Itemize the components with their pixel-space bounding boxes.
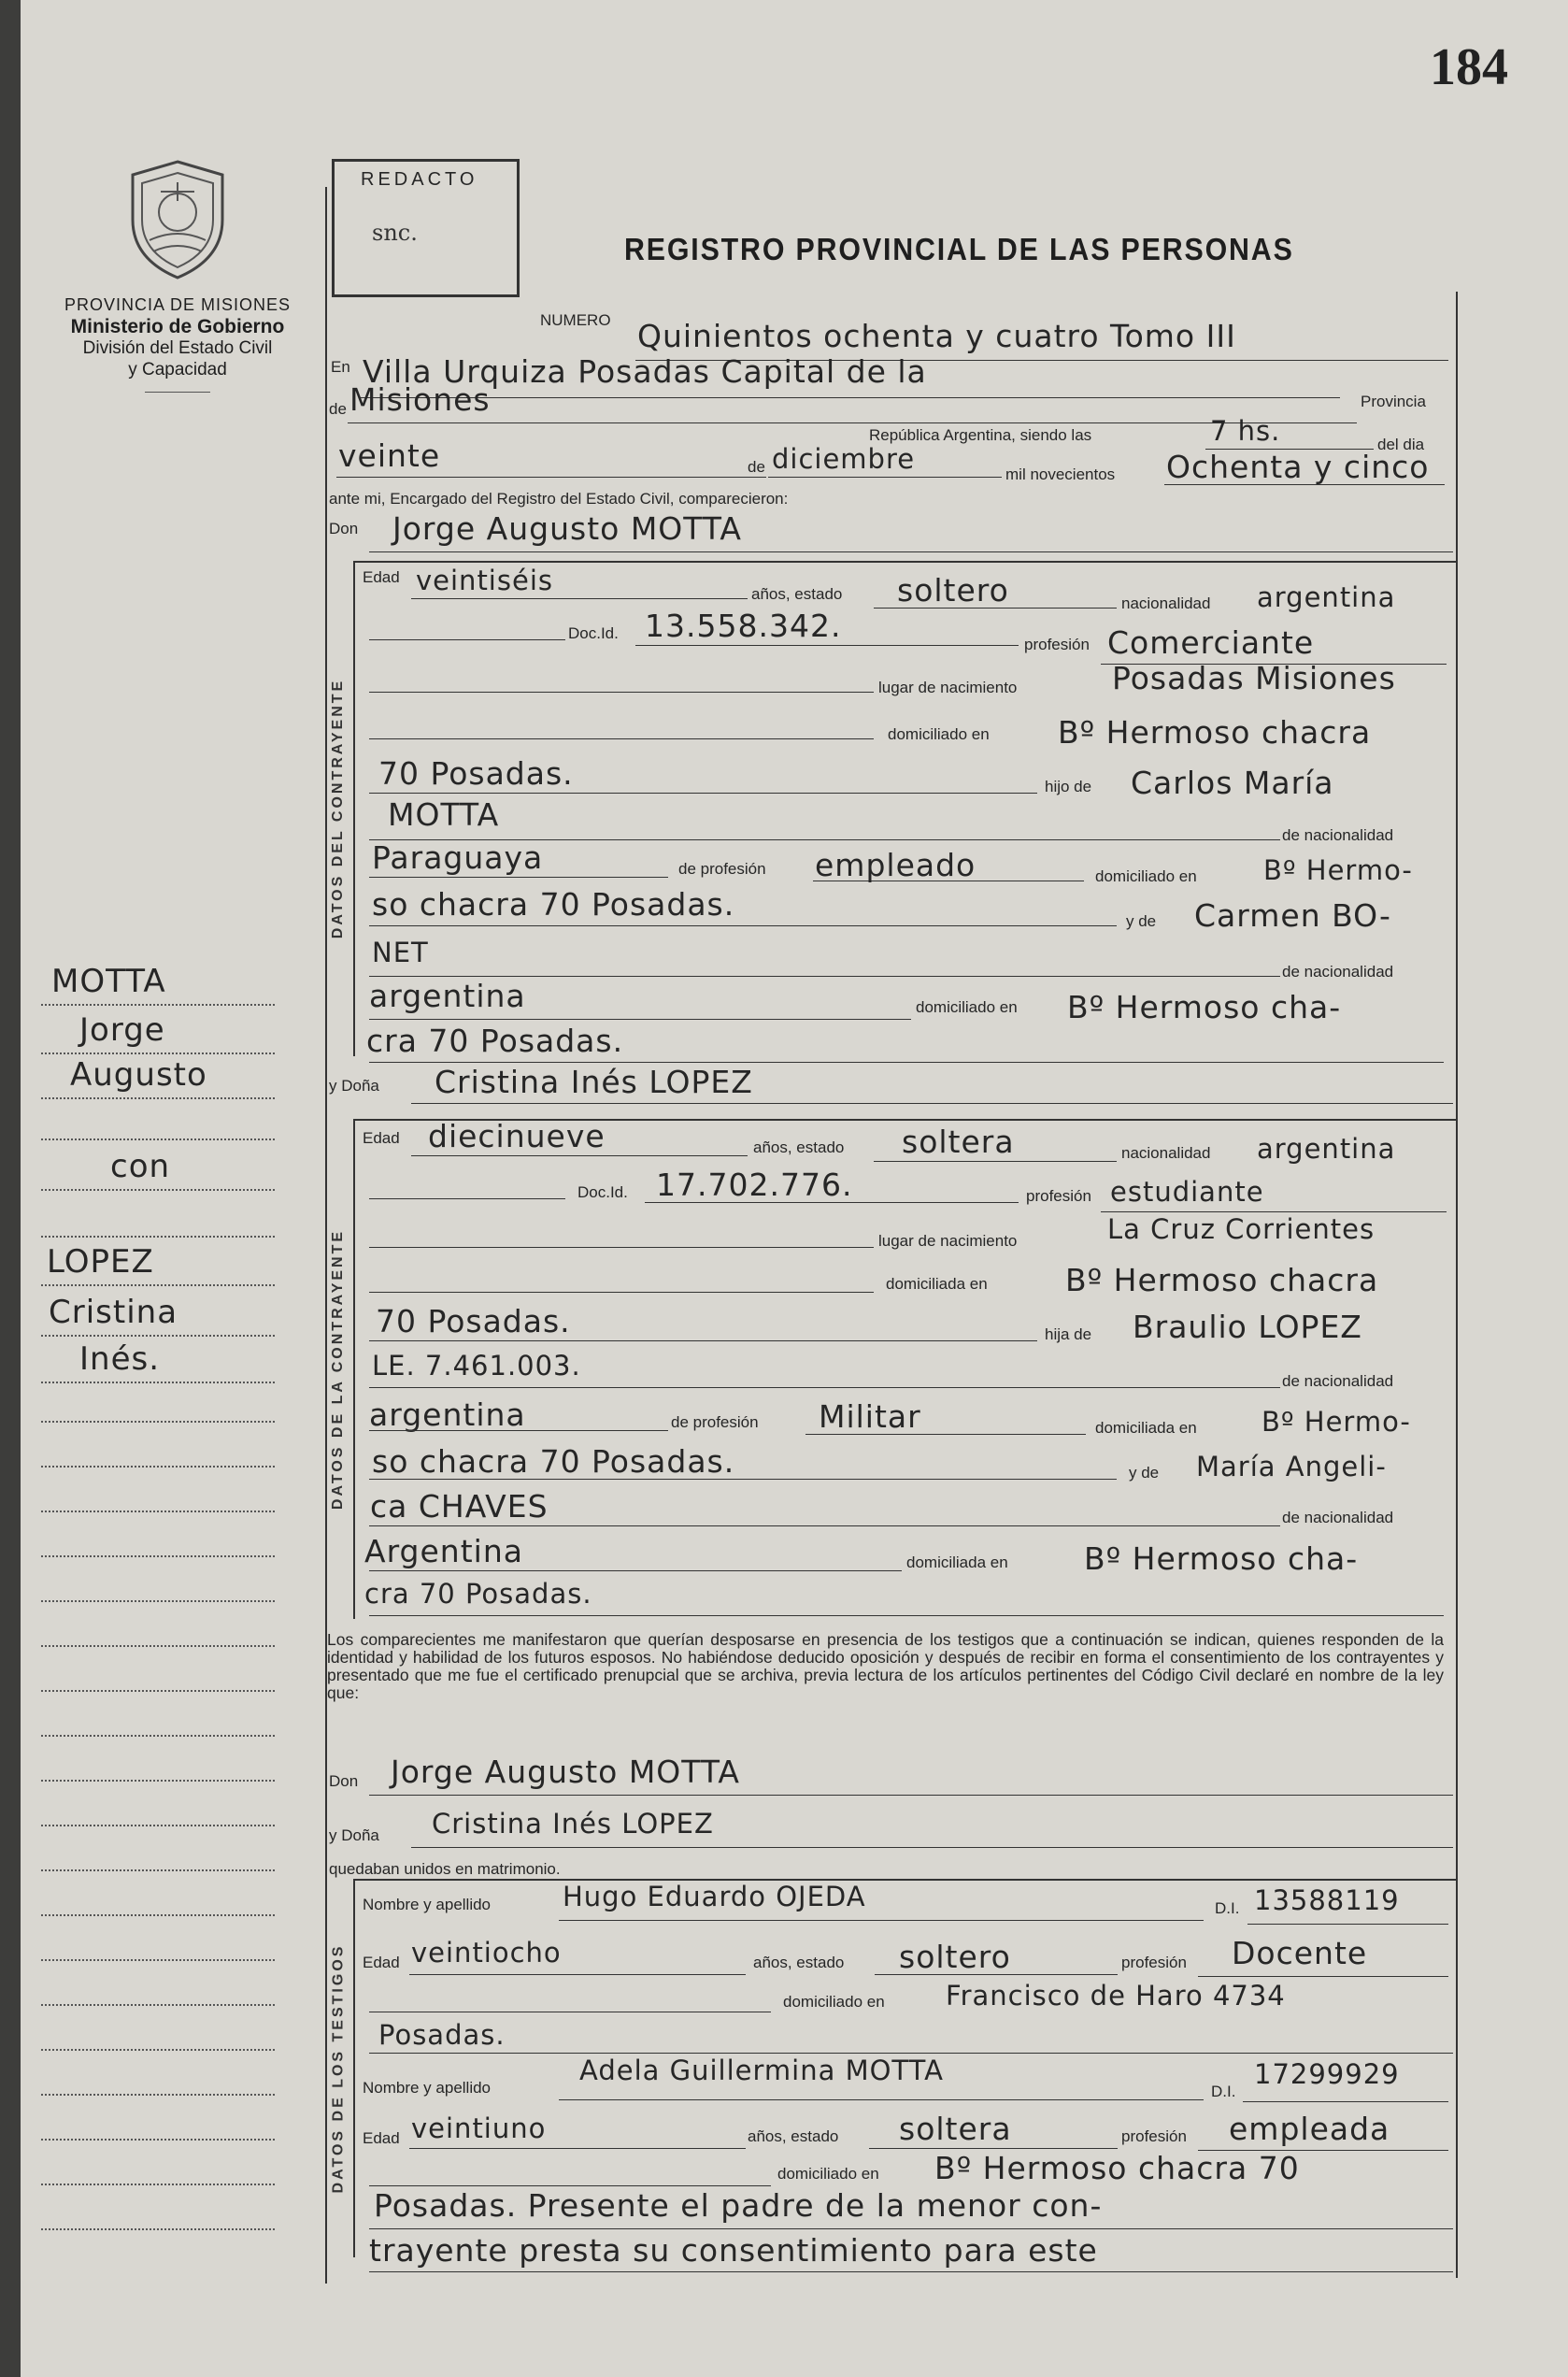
page-edge-shadow bbox=[0, 0, 21, 2377]
bride-madre-cont-underline bbox=[369, 1525, 1280, 1526]
bride-padre-nac-underline bbox=[369, 1430, 668, 1431]
groom-madre-nac-underline bbox=[369, 1019, 911, 1020]
w1-dom-label: domiciliado en bbox=[783, 1993, 885, 2011]
groom-dom-label: domiciliado en bbox=[888, 725, 990, 743]
groom-padre-nac: Paraguaya bbox=[372, 839, 544, 876]
bride-nacionalidad: argentina bbox=[1257, 1133, 1396, 1165]
groom-madre-dom: Bº Hermoso cha- bbox=[1067, 989, 1342, 1025]
bride-anios-label: años, estado bbox=[753, 1138, 845, 1156]
groom-padre-dom-cont: so chacra 70 Posadas. bbox=[372, 886, 735, 923]
hora-value: 7 hs. bbox=[1210, 415, 1281, 447]
union-don-value: Jorge Augusto MOTTA bbox=[391, 1754, 741, 1790]
groom-dom-cont-underline bbox=[369, 793, 1037, 794]
groom-domicilio-cont: 70 Posadas. bbox=[378, 755, 574, 792]
en-underline bbox=[359, 397, 1340, 398]
union-closing: quedaban unidos en matrimonio. bbox=[329, 1860, 561, 1878]
bride-edad: diecinueve bbox=[428, 1118, 606, 1154]
w1-estado: soltero bbox=[899, 1939, 1011, 1975]
anio-value: Ochenta y cinco bbox=[1166, 449, 1430, 485]
bride-padre-dom: Bº Hermo- bbox=[1262, 1406, 1411, 1438]
w2-di-underline bbox=[1243, 2101, 1448, 2102]
w1-nombre: Hugo Eduardo OJEDA bbox=[563, 1881, 866, 1912]
union-dona-label: y Doña bbox=[329, 1826, 379, 1844]
groom-madre-dom-cont: cra 70 Posadas. bbox=[366, 1023, 624, 1059]
groom-madre: Carmen BO- bbox=[1194, 897, 1391, 934]
w2-anios-label: años, estado bbox=[748, 2127, 839, 2145]
w2-domicilio: Bº Hermoso chacra 70 bbox=[934, 2150, 1300, 2186]
authority-divider bbox=[145, 392, 210, 393]
margin-rule bbox=[41, 1466, 275, 1468]
margin-rule bbox=[41, 1600, 275, 1602]
issuing-authority bbox=[37, 294, 318, 393]
margin-rule bbox=[41, 1825, 275, 1826]
mes-underline bbox=[768, 477, 1002, 478]
w2-edad: veintiuno bbox=[411, 2112, 547, 2144]
right-rule bbox=[1456, 292, 1458, 2278]
groom-estado: soltero bbox=[897, 572, 1009, 609]
en-value: Villa Urquiza Posadas Capital de la bbox=[363, 353, 927, 390]
bride-padre-cont: LE. 7.461.003. bbox=[372, 1350, 581, 1382]
margin-rule bbox=[41, 1645, 275, 1647]
bride-hija-label: hija de bbox=[1045, 1325, 1092, 1343]
groom-nac-label2: de nacionalidad bbox=[1282, 826, 1394, 844]
groom-doc: 13.558.342. bbox=[645, 608, 842, 644]
bride-intro-label: y Doña bbox=[329, 1077, 379, 1095]
bride-padre-dom-label: domiciliada en bbox=[1095, 1419, 1197, 1437]
bride-madre-nac: Argentina bbox=[364, 1533, 523, 1569]
bride-padre-prof: Militar bbox=[819, 1398, 921, 1435]
margin-name2: Augusto bbox=[70, 1056, 207, 1094]
bride-intro-value: Cristina Inés LOPEZ bbox=[435, 1064, 753, 1100]
bride-doc: 17.702.776. bbox=[656, 1167, 853, 1203]
de-value: Misiones bbox=[349, 381, 491, 418]
bride-edad-label: Edad bbox=[363, 1129, 400, 1147]
margin-rule bbox=[41, 2228, 275, 2230]
margin-con: con bbox=[110, 1148, 171, 1185]
authority-capacity: y Capacidad bbox=[128, 360, 227, 379]
bride-nac-label: nacionalidad bbox=[1121, 1144, 1211, 1162]
w2-estado: soltera bbox=[899, 2111, 1012, 2147]
bride-prof-underline bbox=[1101, 1211, 1447, 1212]
margin-rule bbox=[41, 2049, 275, 2051]
bride-lugar: La Cruz Corrientes bbox=[1107, 1213, 1376, 1245]
don-label: Don bbox=[329, 520, 359, 537]
groom-nacionalidad: argentina bbox=[1257, 581, 1396, 613]
don-underline bbox=[369, 551, 1453, 552]
bride-madre-nac-underline bbox=[369, 1570, 902, 1571]
margin-name1: Jorge bbox=[79, 1011, 165, 1049]
bride-domicilio: Bº Hermoso chacra bbox=[1065, 1262, 1379, 1298]
groom-doc-label: Doc.Id. bbox=[568, 624, 619, 642]
authority-ministry: Ministerio de Gobierno bbox=[70, 316, 285, 337]
groom-lugar: Posadas Misiones bbox=[1112, 660, 1396, 696]
document-title: REGISTRO PROVINCIAL DE LAS PERSONAS bbox=[624, 232, 1294, 266]
bride-estado: soltera bbox=[902, 1124, 1015, 1160]
bride-y-de-label: y de bbox=[1129, 1464, 1160, 1482]
union-don-label: Don bbox=[329, 1772, 359, 1790]
margin-rule bbox=[41, 1382, 275, 1383]
margin-rule bbox=[41, 1735, 275, 1737]
bride-profesion: estudiante bbox=[1110, 1176, 1264, 1208]
groom-doc-underline bbox=[635, 645, 1019, 646]
mil-label: mil novecientos bbox=[1005, 465, 1116, 483]
witness-closing-line: trayente presta su consentimiento para este bbox=[369, 2232, 1098, 2269]
dia-underline bbox=[336, 477, 766, 478]
groom-prof-label: profesión bbox=[1024, 636, 1090, 653]
w2-dom-pre bbox=[369, 2185, 771, 2186]
w1-prof-label: profesión bbox=[1121, 1954, 1187, 1971]
groom-padre-dom-cont-underline bbox=[369, 925, 1117, 926]
margin-rule bbox=[41, 2004, 275, 2006]
ante-text: ante mi, Encargado del Registro del Estado Civil, comparecieron: bbox=[329, 490, 789, 508]
w2-dom-label: domiciliado en bbox=[777, 2165, 879, 2183]
groom-padre-cont: MOTTA bbox=[388, 796, 500, 833]
margin-rule bbox=[41, 1097, 275, 1099]
provincial-crest-icon bbox=[121, 154, 234, 285]
bride-padre: Braulio LOPEZ bbox=[1133, 1309, 1362, 1345]
margin-rule bbox=[41, 2184, 275, 2185]
bride-dom-pre bbox=[369, 1292, 874, 1293]
margin-rule bbox=[41, 1690, 275, 1692]
bride-madre-dom: Bº Hermoso cha- bbox=[1084, 1540, 1359, 1577]
w1-di-label: D.I. bbox=[1215, 1899, 1240, 1917]
margin-rule bbox=[41, 1052, 275, 1054]
numero-value: Quinientos ochenta y cuatro Tomo III bbox=[637, 318, 1236, 354]
margin-rule bbox=[41, 1511, 275, 1512]
bride-nac-label2: de nacionalidad bbox=[1282, 1372, 1394, 1390]
groom-madre-cont-underline bbox=[369, 976, 1280, 977]
w2-profesion: empleada bbox=[1229, 2111, 1390, 2147]
margin-rule bbox=[41, 1138, 275, 1140]
w2-estado-underline bbox=[869, 2148, 1118, 2149]
groom-nac-label: nacionalidad bbox=[1121, 594, 1211, 612]
w1-prof-underline bbox=[1198, 1976, 1448, 1977]
bride-edad-underline bbox=[411, 1155, 748, 1156]
w1-di: 13588119 bbox=[1254, 1884, 1400, 1916]
witness-section-label: DATOS DE LOS TESTIGOS bbox=[330, 1943, 346, 2193]
union-dona-underline bbox=[411, 1847, 1453, 1848]
w1-domicilio-cont: Posadas. bbox=[378, 2019, 506, 2051]
bride-section-label: DATOS DE LA CONTRAYENTE bbox=[330, 1228, 347, 1510]
w1-nombre-underline bbox=[559, 1920, 1204, 1921]
groom-profesion: Comerciante bbox=[1107, 624, 1315, 661]
w2-edad-underline bbox=[409, 2148, 746, 2149]
bride-lugar-pre bbox=[369, 1247, 874, 1248]
w1-domicilio: Francisco de Haro 4734 bbox=[946, 1980, 1286, 2012]
margin-surname: MOTTA bbox=[51, 963, 166, 1000]
w2-prof-label: profesión bbox=[1121, 2127, 1187, 2145]
groom-madre-dom-label: domiciliado en bbox=[916, 998, 1018, 1016]
groom-lugar-label: lugar de nacimiento bbox=[878, 679, 1018, 696]
margin-rule bbox=[41, 1335, 275, 1337]
groom-section-label: DATOS DEL CONTRAYENTE bbox=[330, 678, 346, 939]
mes-value: diciembre bbox=[772, 443, 916, 475]
groom-madre-nac-label: de nacionalidad bbox=[1282, 963, 1394, 981]
redacto-label: REDACTO bbox=[361, 169, 478, 190]
w1-dom-cont-underline bbox=[369, 2053, 1453, 2054]
margin-rule bbox=[41, 1004, 275, 1006]
groom-y-de-label: y de bbox=[1126, 912, 1157, 930]
bride-estado-underline bbox=[874, 1161, 1117, 1162]
bride-madre-cont: ca CHAVES bbox=[370, 1488, 549, 1525]
bride-madre-dom-cont: cra 70 Posadas. bbox=[364, 1578, 592, 1610]
margin-bride-name1: Cristina bbox=[49, 1294, 178, 1331]
w1-edad: veintiocho bbox=[411, 1937, 562, 1969]
bride-madre: María Angeli- bbox=[1196, 1451, 1387, 1482]
redacto-value: snc. bbox=[372, 220, 418, 246]
bride-padre-dom-cont-underline bbox=[369, 1479, 1117, 1480]
republica-label: República Argentina, siendo las bbox=[869, 426, 1092, 444]
numero-label: NUMERO bbox=[540, 311, 611, 329]
bride-doc-pre bbox=[369, 1198, 565, 1199]
groom-edad-label: Edad bbox=[363, 568, 400, 586]
union-don-underline bbox=[369, 1795, 1453, 1796]
w2-nombre: Adela Guillermina MOTTA bbox=[579, 2055, 944, 2086]
union-dona-value: Cristina Inés LOPEZ bbox=[432, 1808, 714, 1840]
del-dia-label: del dia bbox=[1377, 436, 1425, 453]
provincia-label: Provincia bbox=[1361, 393, 1426, 410]
w1-profesion: Docente bbox=[1232, 1935, 1368, 1971]
page-number: 184 bbox=[1430, 38, 1508, 96]
w2-domicilio-cont: Posadas. Presente el padre de la menor con- bbox=[374, 2187, 1103, 2224]
bride-padre-dom-cont: so chacra 70 Posadas. bbox=[372, 1443, 735, 1480]
w1-anios-label: años, estado bbox=[753, 1954, 845, 1971]
bride-madre-dom-label: domiciliada en bbox=[906, 1554, 1008, 1571]
groom-edad-underline bbox=[411, 598, 748, 599]
groom-padre-dom: Bº Hermo- bbox=[1263, 854, 1413, 886]
margin-rule bbox=[41, 1780, 275, 1782]
bride-padre-nac: argentina bbox=[369, 1396, 526, 1433]
w1-edad-label: Edad bbox=[363, 1954, 400, 1971]
witness-box-top bbox=[353, 1879, 1456, 1881]
margin-rule bbox=[41, 2139, 275, 2141]
w2-dom-cont-underline bbox=[369, 2228, 1453, 2229]
margin-rule bbox=[41, 1421, 275, 1423]
bride-prof-label: profesión bbox=[1026, 1187, 1091, 1205]
bride-madre-nac-label: de nacionalidad bbox=[1282, 1509, 1394, 1526]
w2-nombre-underline bbox=[559, 2099, 1204, 2100]
groom-hijo-label: hijo de bbox=[1045, 778, 1092, 795]
groom-dom-pre bbox=[369, 738, 874, 739]
groom-anios-label: años, estado bbox=[751, 585, 843, 603]
groom-domicilio: Bº Hermoso chacra bbox=[1058, 714, 1372, 751]
groom-padre-nac-underline bbox=[369, 877, 668, 878]
margin-rule bbox=[41, 1236, 275, 1238]
groom-madre-cont: NET bbox=[372, 937, 429, 968]
groom-prof-label2: de profesión bbox=[678, 860, 766, 878]
groom-padre-dom-label: domiciliado en bbox=[1095, 867, 1197, 885]
w2-di-label: D.I. bbox=[1211, 2083, 1236, 2100]
bride-lugar-label: lugar de nacimiento bbox=[878, 1232, 1018, 1250]
redacto-box bbox=[332, 159, 520, 297]
margin-bride-surname: LOPEZ bbox=[47, 1243, 154, 1281]
groom-madre-dom-cont-underline bbox=[369, 1062, 1444, 1063]
bride-dom-cont-underline bbox=[369, 1340, 1037, 1341]
groom-doc-pre bbox=[369, 639, 565, 640]
margin-rule bbox=[41, 1914, 275, 1916]
authority-division: División del Estado Civil bbox=[82, 338, 273, 358]
w1-edad-underline bbox=[409, 1974, 746, 1975]
groom-edad: veintiséis bbox=[416, 565, 553, 596]
en-label: En bbox=[331, 358, 350, 376]
bride-dom-label: domiciliada en bbox=[886, 1275, 988, 1293]
w2-di: 17299929 bbox=[1254, 2058, 1400, 2090]
w1-nombre-label: Nombre y apellido bbox=[363, 1896, 492, 1913]
de-mes-label: de bbox=[748, 458, 765, 476]
margin-rule bbox=[41, 1555, 275, 1557]
de-label: de bbox=[329, 400, 347, 418]
bride-padre-cont-underline bbox=[369, 1387, 1280, 1388]
w2-edad-label: Edad bbox=[363, 2129, 400, 2147]
witness-closing-underline bbox=[369, 2271, 1453, 2272]
groom-madre-nac: argentina bbox=[369, 978, 526, 1014]
dia-value: veinte bbox=[338, 437, 441, 474]
margin-bride-name2: Inés. bbox=[79, 1340, 161, 1378]
groom-lugar-pre bbox=[369, 692, 874, 693]
bride-intro-underline bbox=[411, 1103, 1453, 1104]
bride-madre-dom-cont-underline bbox=[369, 1615, 1444, 1616]
don-value: Jorge Augusto MOTTA bbox=[392, 510, 743, 547]
w2-nombre-label: Nombre y apellido bbox=[363, 2079, 492, 2097]
authority-province: PROVINCIA DE MISIONES bbox=[64, 295, 292, 314]
margin-rule bbox=[41, 1869, 275, 1871]
bride-doc-label: Doc.Id. bbox=[577, 1183, 628, 1201]
groom-padre-prof: empleado bbox=[815, 847, 976, 883]
bride-domicilio-cont: 70 Posadas. bbox=[376, 1303, 571, 1339]
de-underline bbox=[348, 422, 1357, 423]
bride-prof-label2: de profesión bbox=[671, 1413, 759, 1431]
w1-di-underline bbox=[1247, 1924, 1448, 1925]
margin-rule bbox=[41, 2094, 275, 2096]
margin-rule bbox=[41, 1189, 275, 1191]
groom-padre: Carlos María bbox=[1131, 765, 1334, 801]
margin-rule bbox=[41, 1284, 275, 1286]
declaration-text: Los comparecientes me manifestaron que querían desposarse en presencia de los testigos que a continuación se indican, quienes responden de la identidad y habilidad de los futuros esposos. No habiéndose deducido oposición y después de recibir en forma el consentimiento de los contrayentes y presentado que me fue el certificado prenupcial que se archiva, previa lectura de los artículos pertinentes del Código Civil declaré en nombre de la ley que: bbox=[327, 1630, 1444, 1702]
groom-box-top bbox=[353, 561, 1456, 563]
margin-rule bbox=[41, 1959, 275, 1961]
